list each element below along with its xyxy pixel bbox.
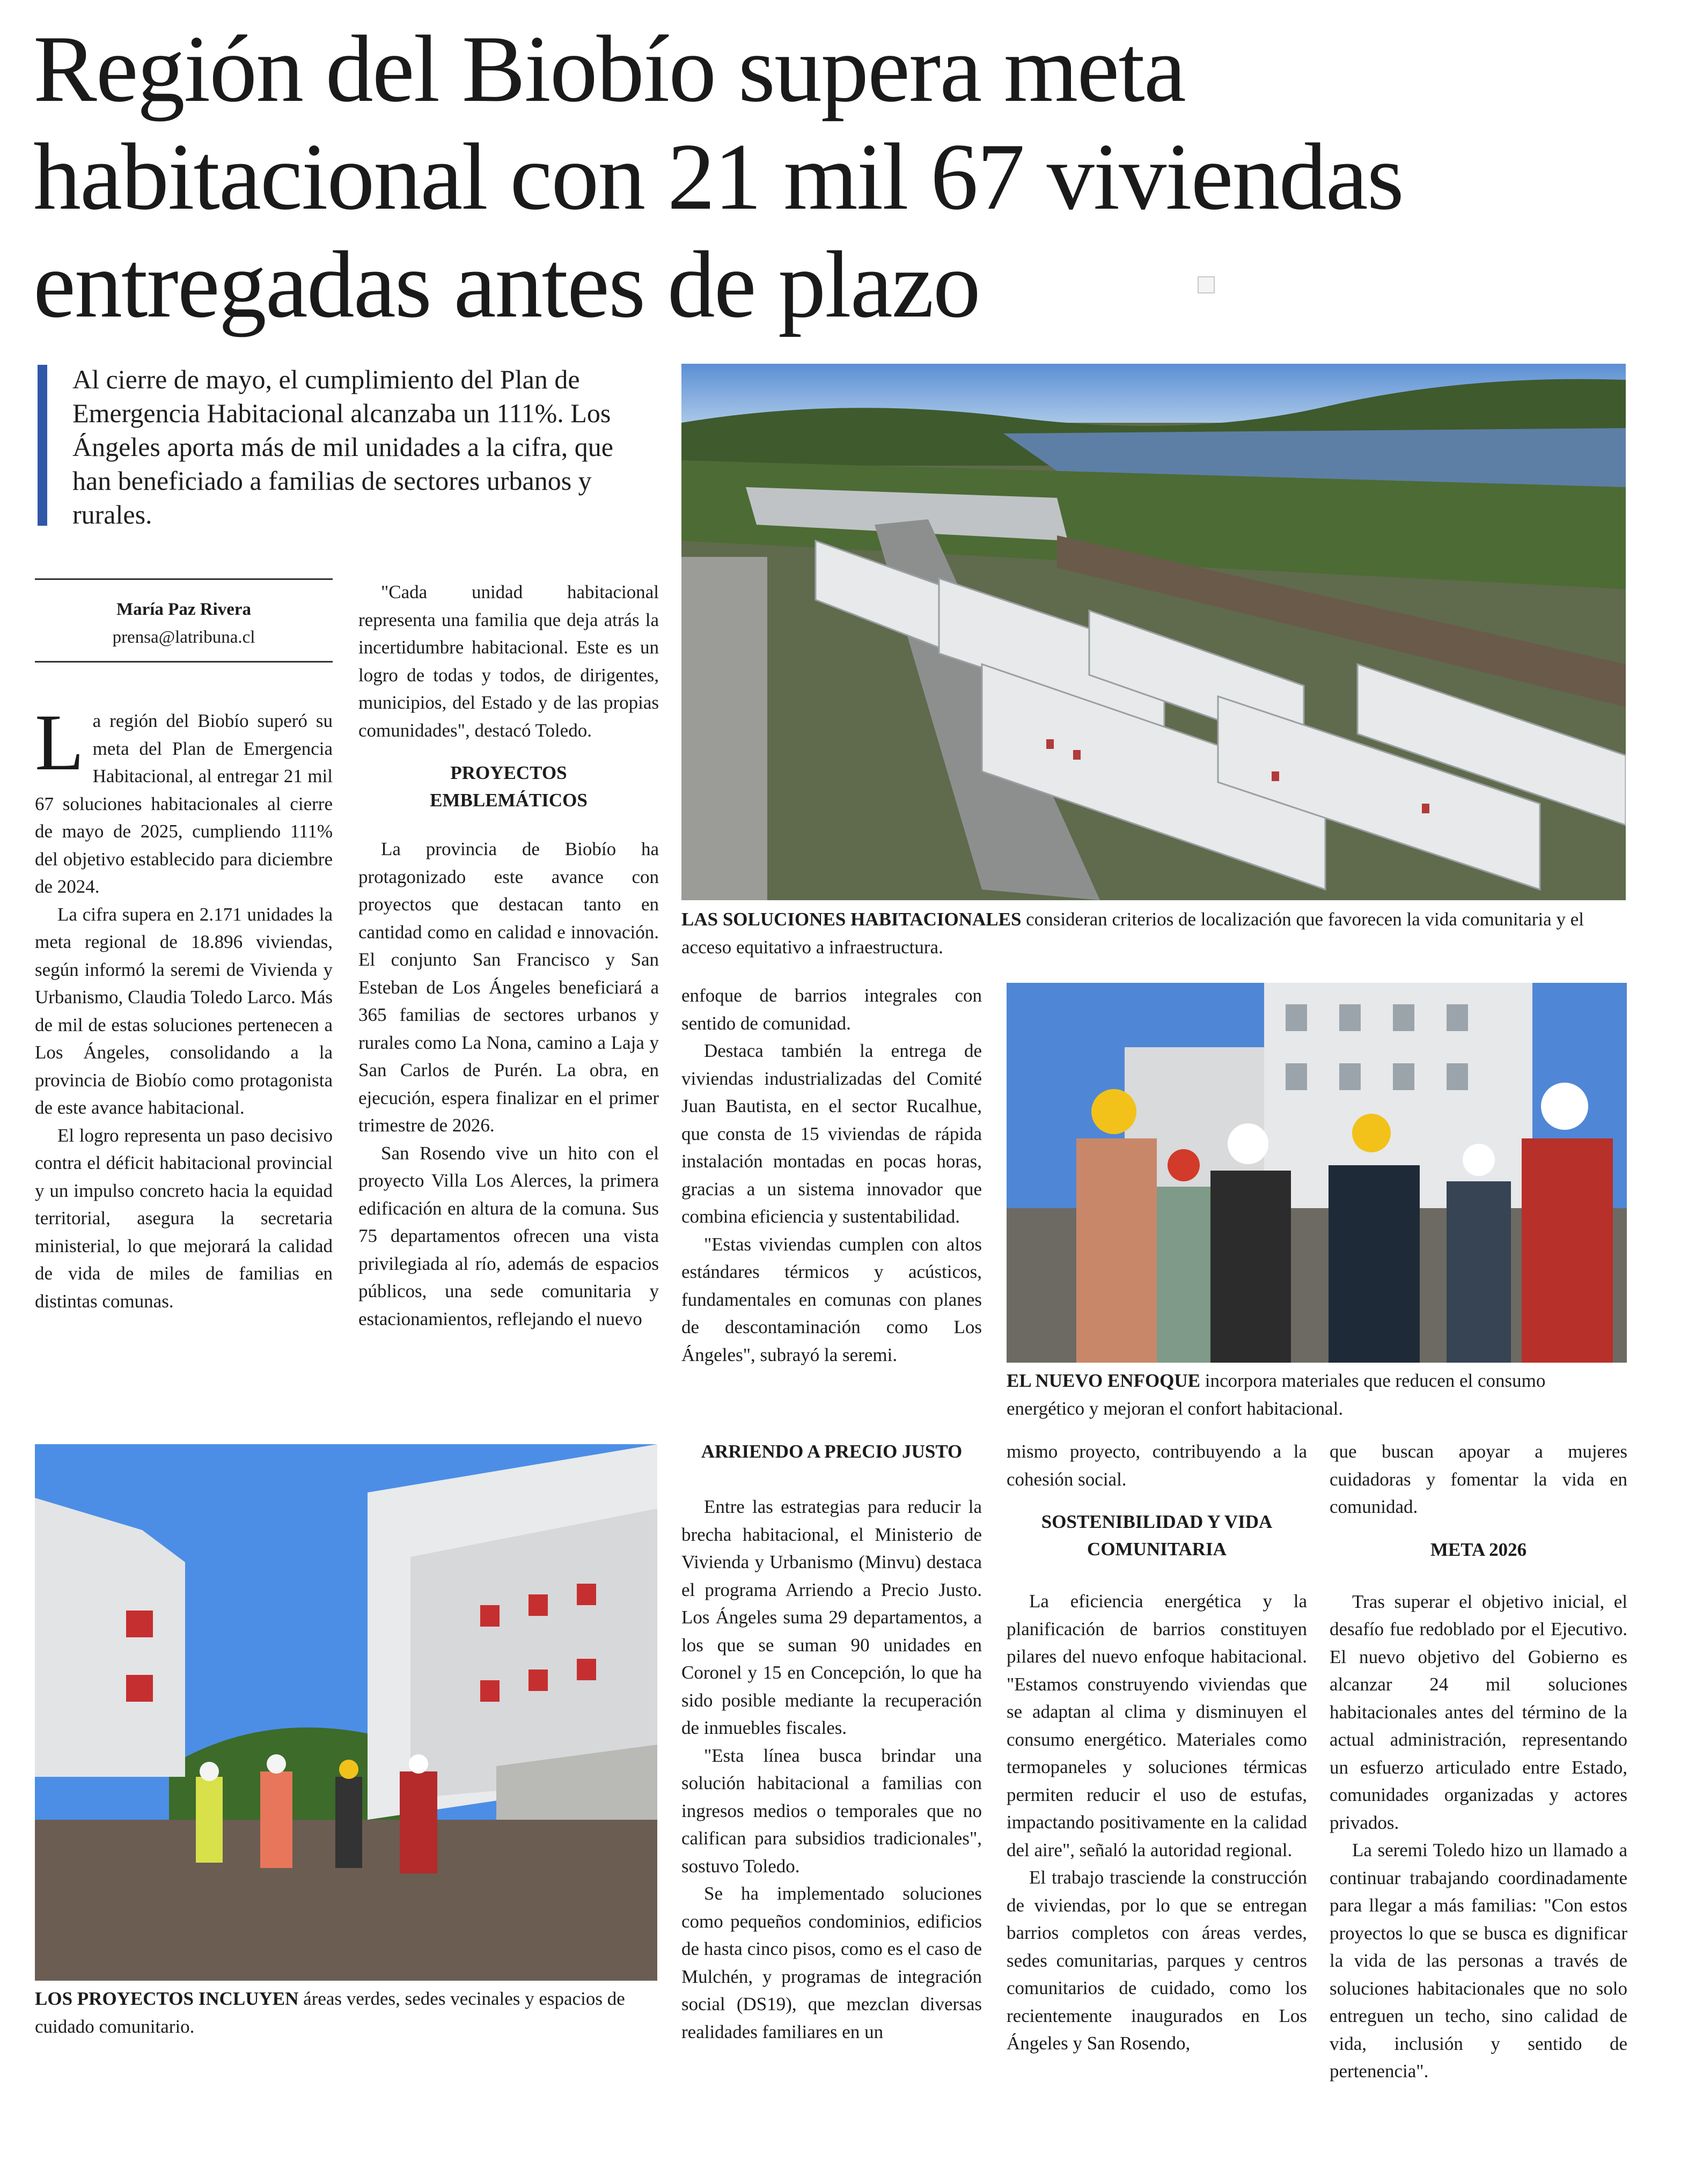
paragraph: enfoque de barrios integrales con sentido de comunidad. xyxy=(681,985,982,1034)
caption-lead: LAS SOLUCIONES HABITACIONALES xyxy=(681,909,1022,930)
byline xyxy=(35,595,333,651)
image-placeholder-icon xyxy=(1198,276,1215,293)
paragraph: El logro representa un paso decisivo contra el déficit habitacional provincial y un impulso concreto hacia la equidad territorial, asegura la secretaria ministerial, lo que mejorará la calidad de vida de miles de familias en distintas comunas. xyxy=(35,1124,333,1312)
paragraph: La seremi Toledo hizo un llamado a continuar trabajando coordinadamente para llegar a más familias: "Con estos proyectos lo que se busca es dignificar la vida de las personas a través de soluciones habitacionales que no solo entreguen un techo, sino calidad de vida, inclusión y sentido de pertenencia". xyxy=(1330,1840,1627,2082)
paragraph: La eficiencia energética y la planificación de barrios constituyen pilares del nuevo enfoque habitacional. "Estamos construyendo viviendas que se adaptan al clima y disminuyen el consumo energético. Materiales como termopaneles y soluciones térmicas permiten reducir el uso de estufas, impactando positivamente en la calidad del aire", señaló la autoridad regional. xyxy=(1007,1591,1307,1861)
article-column-2 xyxy=(358,578,659,1333)
paragraph: que buscan apoyar a mujeres cuidadoras y fomentar la vida en comunidad. xyxy=(1330,1441,1627,1517)
subhead-arriendo: ARRIENDO A PRECIO JUSTO xyxy=(701,1441,963,1462)
paragraph: La cifra supera en 2.171 unidades la meta regional de 18.896 viviendas, según informó la seremi de Vivienda y Urbanismo, Claudia Toledo Larco. Más de mil de estas soluciones pertenecen a Los Ángeles, consolidando a la provincia de Biobío como protagonista de este avance habitacional. xyxy=(35,903,333,1118)
article-column-3b xyxy=(681,1438,982,2046)
paragraph: Destaca también la entrega de viviendas industrializadas del Comité Juan Bautista, en el sector Rucalhue, que consta de 15 viviendas de rápida instalación montadas en pocas horas, gracias a un sistema innovador que combina eficiencia y sustentabilidad. xyxy=(681,1040,982,1227)
article-column-5 xyxy=(1330,1438,1627,2085)
aerial-photo xyxy=(681,364,1626,900)
paragraph: "Cada unidad habitacional representa una familia que deja atrás la incertidumbre habitacional. Este es un logro de todas y todos, de dirigentes, municipios, del Estado y de las propias comunidades", destacó Toledo. xyxy=(358,582,659,741)
headline-line-2: habitacional con 21 mil 67 viviendas xyxy=(33,123,1403,230)
headline xyxy=(33,15,1664,339)
headline-line-1: Región del Biobío supera meta xyxy=(33,16,1185,122)
subhead-proyectos: PROYECTOS EMBLEMÁTICOS xyxy=(430,762,588,811)
caption-lead: LOS PROYECTOS INCLUYEN xyxy=(35,1988,299,2009)
byline-rule-bottom xyxy=(35,661,333,663)
paragraph: San Rosendo vive un hito con el proyecto Villa Los Alerces, la primera edificación en altura de la comuna. Sus 75 departamentos ofrecen una vista privilegiada al río, además de espacios públicos, una sede comunitaria y estacionamientos, reflejando el nuevo xyxy=(358,1142,659,1329)
subhead-sostenibilidad: SOSTENIBILIDAD Y VIDA COMUNITARIA xyxy=(1041,1511,1273,1560)
drop-cap: L xyxy=(35,698,84,787)
lead-accent-bar xyxy=(38,365,47,526)
lead-paragraph: Al cierre de mayo, el cumplimiento del Plan de Emergencia Habitacional alcanzaba un 111%. Los Ángeles aporta más de mil unidades a la cifra, que han beneficiado a familias de sectores urbanos y rurales. xyxy=(72,364,613,530)
subhead-meta: META 2026 xyxy=(1430,1539,1527,1560)
paragraph: Entre las estrategias para reducir la brecha habitacional, el Ministerio de Vivienda y Urbanismo (Minvu) destaca el programa Arriendo a Precio Justo. Los Ángeles suma 29 departamentos, a los que se suman 90 unidades en Coronel y 15 en Concepción, lo que ha sido posible mediante la recuperación de inmuebles fiscales. xyxy=(681,1496,982,1738)
paragraph: Se ha implementado soluciones como pequeños condominios, edificios de hasta cinco pisos, como es el caso de Mulchén, y programas de integración social (DS19), que mezclan diversas realidades familiares en un xyxy=(681,1883,982,2042)
caption-street: LOS PROYECTOS INCLUYEN áreas verdes, sedes vecinales y espacios de cuidado comunitario. xyxy=(35,1988,625,2037)
paragraph: La región del Biobío superó su meta del Plan de Emergencia Habitacional, al entregar 21 mil 67 soluciones habitacionales al cierre de mayo de 2025, cumpliendo 111% del objetivo establecido para diciembre de 2024. xyxy=(35,698,333,897)
paragraph: Tras superar el objetivo inicial, el desafío fue redoblado por el Ejecutivo. El nuevo objetivo del Gobierno es alcanzar 24 mil soluciones habitacionales antes del término de la actual administración, representando un esfuerzo articulado entre Estado, comunidades organizadas y actores privados. xyxy=(1330,1591,1627,1833)
article-column-3a xyxy=(681,982,982,1369)
byline-email: prensa@latribuna.cl xyxy=(112,628,255,647)
street-photo xyxy=(35,1444,657,1981)
group-photo xyxy=(1007,983,1627,1363)
article-column-1 xyxy=(35,698,333,1315)
headline-line-3: entregadas antes de plazo xyxy=(33,231,980,338)
byline-author: María Paz Rivera xyxy=(116,600,252,619)
paragraph: "Estas viviendas cumplen con altos estándares térmicos y acústicos, fundamentales en comunas con planes de descontaminación como Los Ángeles", subrayó la seremi. xyxy=(681,1233,982,1365)
caption-group: EL NUEVO ENFOQUE incorpora materiales que reducen el consumo energético y mejoran el confort habitacional. xyxy=(1007,1370,1546,1419)
paragraph: El trabajo trasciende la construcción de viviendas, por lo que se entregan barrios completos con áreas verdes, sedes comunitarias, parques y centros comunitarios de cuidado, como los recientemente inaugurados en Los Ángeles y San Rosendo, xyxy=(1007,1867,1307,2054)
caption-aerial: LAS SOLUCIONES HABITACIONALES consideran criterios de localización que favorecen la vida comunitaria y el acceso equitativo a infraestructura. xyxy=(681,909,1584,958)
paragraph: La provincia de Biobío ha protagonizado este avance con proyectos que destacan tanto en cantidad como en calidad e innovación. El conjunto San Francisco y San Esteban de Los Ángeles beneficiará a 365 familias de sectores urbanos y rurales como La Nona, camino a Laja y San Carlos de Purén. La obra, en ejecución, espera finalizar en el primer trimestre de 2026. xyxy=(358,839,659,1136)
paragraph: "Esta línea busca brindar una solución habitacional a familias con ingresos medios o temporales que no califican para subsidios tradicionales", sostuvo Toledo. xyxy=(681,1745,982,1877)
caption-lead: EL NUEVO ENFOQUE xyxy=(1007,1370,1201,1391)
article-column-4 xyxy=(1007,1438,1307,2057)
paragraph: mismo proyecto, contribuyendo a la cohesión social. xyxy=(1007,1441,1307,1490)
byline-rule-top xyxy=(35,578,333,580)
